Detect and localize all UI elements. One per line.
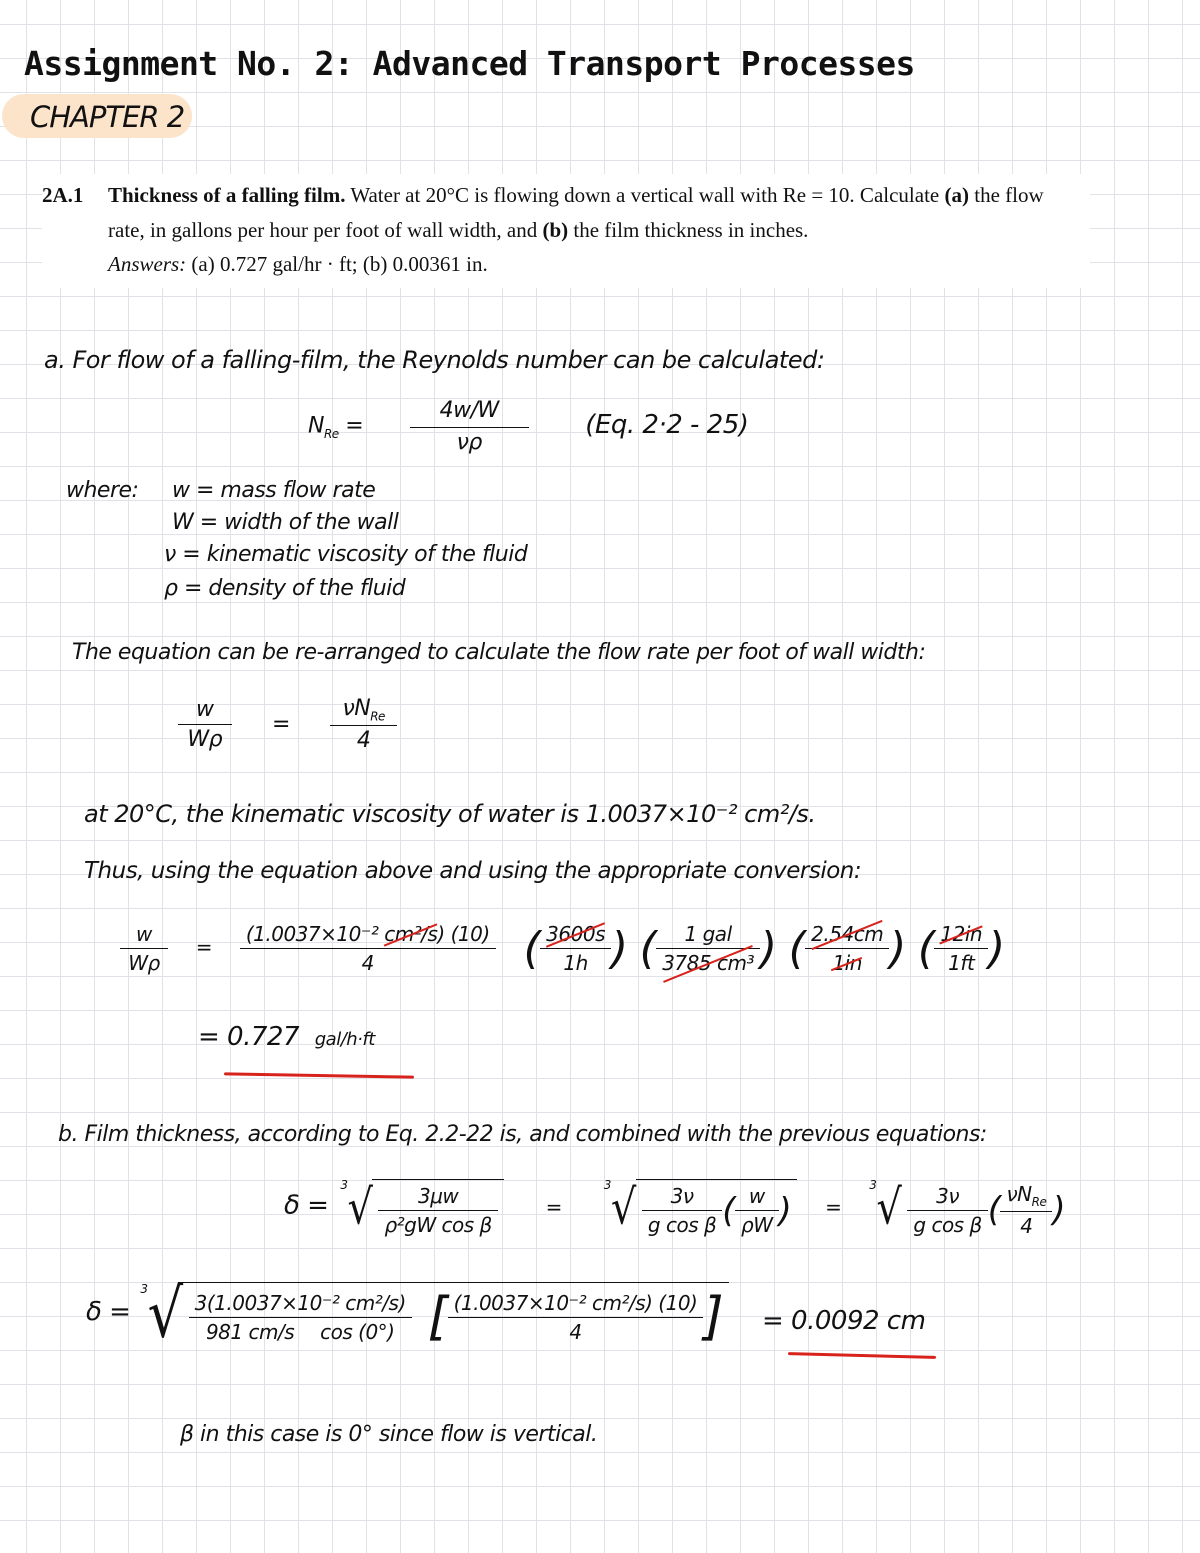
conv4-num: 12in bbox=[940, 922, 983, 946]
eq4-r3-paren-den: 4 bbox=[1020, 1214, 1033, 1238]
eq5-b-num: (1.0037×10⁻² cm²/s) (10) bbox=[448, 1291, 704, 1318]
problem-text-1: Water at 20°C is flowing down a vertical wall with Re = 10. Calculate bbox=[345, 183, 945, 207]
eq4-radical-1 bbox=[372, 1179, 503, 1237]
answer-a: (a) 0.727 gal/hr · ft; bbox=[186, 252, 358, 276]
eq4-r3-num: 3ν bbox=[907, 1184, 987, 1211]
eq2-lhs-num: w bbox=[178, 697, 232, 725]
eq1-denominator: νρ bbox=[456, 430, 482, 455]
eq3-lhs-den: Wρ bbox=[128, 951, 160, 975]
eq4-r3-paren-num: νN bbox=[1006, 1182, 1032, 1206]
eq3-num-unit: cm²/s bbox=[384, 922, 438, 946]
conv1-den: 1h bbox=[540, 948, 611, 975]
result-b-underline bbox=[788, 1352, 936, 1359]
eq4-r1-den: ρ²gW cos β bbox=[384, 1213, 492, 1237]
eq3-num-b: ) (10) bbox=[437, 922, 490, 946]
eq4-radical-2: $\frac{3\nu}{\text{g cos β}}$ ( $\frac{w}{\rho W}$ ) bbox=[636, 1179, 797, 1237]
answer-b: (b) 0.00361 in. bbox=[357, 252, 488, 276]
eq1-reference: (Eq. 2·2 - 25) bbox=[585, 409, 749, 440]
eq2-lhs-den: Wρ bbox=[187, 727, 223, 753]
radical-1: √ bbox=[347, 1180, 373, 1236]
eq5-a-den-2: cos (0°) bbox=[320, 1319, 395, 1344]
result-a-underline bbox=[224, 1072, 414, 1078]
eq5-radical: $\frac{\text{3(1.0037×10⁻² cm²/s)}}{\text{981 cm/s cos (0°)}}$ [ $\frac{\text{(1.0037×10⁻² cm²/s) (10)}}{4}$ ] bbox=[183, 1282, 730, 1347]
eq1-numerator: 4w/W bbox=[410, 398, 529, 428]
problem-statement bbox=[42, 174, 1090, 288]
conv3-close: ) bbox=[889, 923, 906, 974]
conv4-den: 1ft bbox=[948, 951, 975, 975]
viscosity-line: at 20°C, the kinematic viscosity of water is 1.0037×10⁻² cm²/s. bbox=[84, 800, 816, 828]
eq1-fraction bbox=[410, 398, 529, 455]
eq4-lhs: δ = bbox=[284, 1190, 329, 1221]
conv2-num: 1 gal bbox=[656, 922, 760, 949]
conv3-num: 2.54cm bbox=[811, 922, 884, 946]
conv1-open: ( bbox=[523, 923, 541, 974]
eq4-r2-num: 3ν bbox=[642, 1184, 722, 1211]
part-b-intro: b. Film thickness, according to Eq. 2.2-22 is, and combined with the previous equations: bbox=[58, 1122, 987, 1147]
eq2-equals: = bbox=[272, 711, 290, 737]
eq4-r2-paren-num: w bbox=[735, 1184, 778, 1211]
eq4-r3-den: g cos β bbox=[913, 1212, 982, 1237]
conv1-num: 3600s bbox=[546, 922, 605, 946]
conversion-feet bbox=[934, 922, 988, 975]
page-title: Assignment No. 2: Advanced Transport Processes bbox=[24, 44, 915, 83]
conv1-close: ) bbox=[611, 923, 628, 974]
eq3-num-a: (1.0037×10⁻² bbox=[245, 922, 385, 946]
eq4-index-2: 3 bbox=[603, 1178, 611, 1192]
conv2-open: ( bbox=[639, 923, 657, 974]
eq1-equals: = bbox=[345, 413, 364, 439]
eq3-equals: = bbox=[195, 935, 212, 959]
eq4-index-3: 3 bbox=[869, 1178, 877, 1192]
conv4-open: ( bbox=[917, 923, 935, 974]
problem-text-2: the flow rate, in gallons per hour per foot of wall width, and bbox=[108, 183, 1044, 242]
eq4-r2-paren-den: ρW bbox=[741, 1213, 773, 1237]
thus-line: Thus, using the equation above and using the appropriate conversion: bbox=[84, 858, 862, 884]
conversion-inches bbox=[805, 922, 889, 975]
conv2-den: 3785 cm³ bbox=[662, 951, 754, 975]
result-a-unit: gal/h·ft bbox=[314, 1029, 375, 1050]
chapter-label: CHAPTER 2 bbox=[30, 100, 185, 134]
conv3-open: ( bbox=[788, 923, 806, 974]
rearranged-text: The equation can be re-arranged to calculate the flow rate per foot of wall width: bbox=[72, 640, 926, 665]
problem-text bbox=[108, 178, 1082, 282]
conversion-seconds bbox=[540, 922, 611, 975]
equation-reynolds bbox=[308, 398, 748, 455]
result-b: = 0.0092 cm bbox=[762, 1306, 926, 1336]
conv2-close: ) bbox=[759, 923, 777, 974]
answers-label: Answers: bbox=[108, 252, 187, 276]
eq5-index: 3 bbox=[140, 1282, 148, 1296]
result-a-value: = 0.727 bbox=[198, 1022, 299, 1052]
part-a-intro: a. For flow of a falling-film, the Reynolds number can be calculated: bbox=[44, 346, 825, 374]
eq4-equals-1: = bbox=[545, 1194, 562, 1219]
eq5-a-num: 3(1.0037×10⁻² cm²/s) bbox=[189, 1291, 412, 1318]
eq4-index-1: 3 bbox=[340, 1178, 348, 1192]
conversion-gallons bbox=[656, 922, 760, 975]
eq3-lhs-num: w bbox=[120, 922, 168, 949]
definition-mass-flow: w = mass flow rate bbox=[172, 478, 376, 503]
eq3-main-fraction bbox=[240, 922, 496, 975]
radical-3: √ bbox=[876, 1180, 902, 1236]
eq2-rhs-num: νN bbox=[342, 696, 371, 721]
where-label: where: bbox=[66, 478, 139, 503]
equation-thickness-general bbox=[284, 1178, 1071, 1238]
eq4-r1-num: 3μw bbox=[378, 1184, 497, 1211]
definition-viscosity: ν = kinematic viscosity of the fluid bbox=[164, 542, 528, 567]
definition-width: W = width of the wall bbox=[172, 510, 399, 535]
eq3-den: 4 bbox=[361, 951, 374, 975]
eq1-lhs-sub: Re bbox=[323, 426, 339, 441]
problem-heading: Thickness of a falling film. bbox=[108, 183, 346, 207]
conv3-den: 1in bbox=[832, 951, 862, 975]
equation-conversion bbox=[120, 922, 1005, 975]
problem-text-3: the film thickness in inches. bbox=[568, 217, 809, 242]
equation-thickness-numeric bbox=[86, 1275, 729, 1354]
part-b-tag: (b) bbox=[542, 217, 569, 242]
eq5-lhs: δ = bbox=[86, 1297, 131, 1327]
equation-flow-rate bbox=[178, 696, 397, 753]
radical-2: √ bbox=[610, 1180, 636, 1236]
conv4-close: ) bbox=[988, 923, 1005, 974]
eq2-rhs-den: 4 bbox=[356, 728, 371, 754]
eq4-r3-paren-sub: Re bbox=[1031, 1195, 1047, 1209]
definition-density: ρ = density of the fluid bbox=[164, 576, 406, 601]
eq4-radical-3: $\frac{3\nu}{\text{g cos β}}$ ( $\frac{\nu N_{Re}}{4}$ ) bbox=[901, 1178, 1071, 1238]
eq1-lhs: N bbox=[308, 413, 324, 439]
eq5-a-den-1: 981 cm/s bbox=[205, 1319, 295, 1344]
eq2-rhs-fraction bbox=[330, 696, 396, 753]
eq2-rhs-num-sub: Re bbox=[370, 709, 385, 724]
eq5-b-den: 4 bbox=[569, 1319, 582, 1344]
result-a bbox=[198, 1022, 375, 1052]
eq4-equals-2: = bbox=[825, 1194, 842, 1219]
problem-number: 2A.1 bbox=[42, 183, 84, 207]
part-a-tag: (a) bbox=[944, 183, 969, 207]
beta-note: β in this case is 0° since flow is vertical. bbox=[180, 1422, 598, 1447]
eq2-lhs-fraction bbox=[178, 697, 232, 752]
radical-main: √ bbox=[147, 1275, 183, 1354]
eq3-lhs-fraction bbox=[120, 922, 168, 975]
eq4-r2-den: g cos β bbox=[647, 1213, 717, 1237]
